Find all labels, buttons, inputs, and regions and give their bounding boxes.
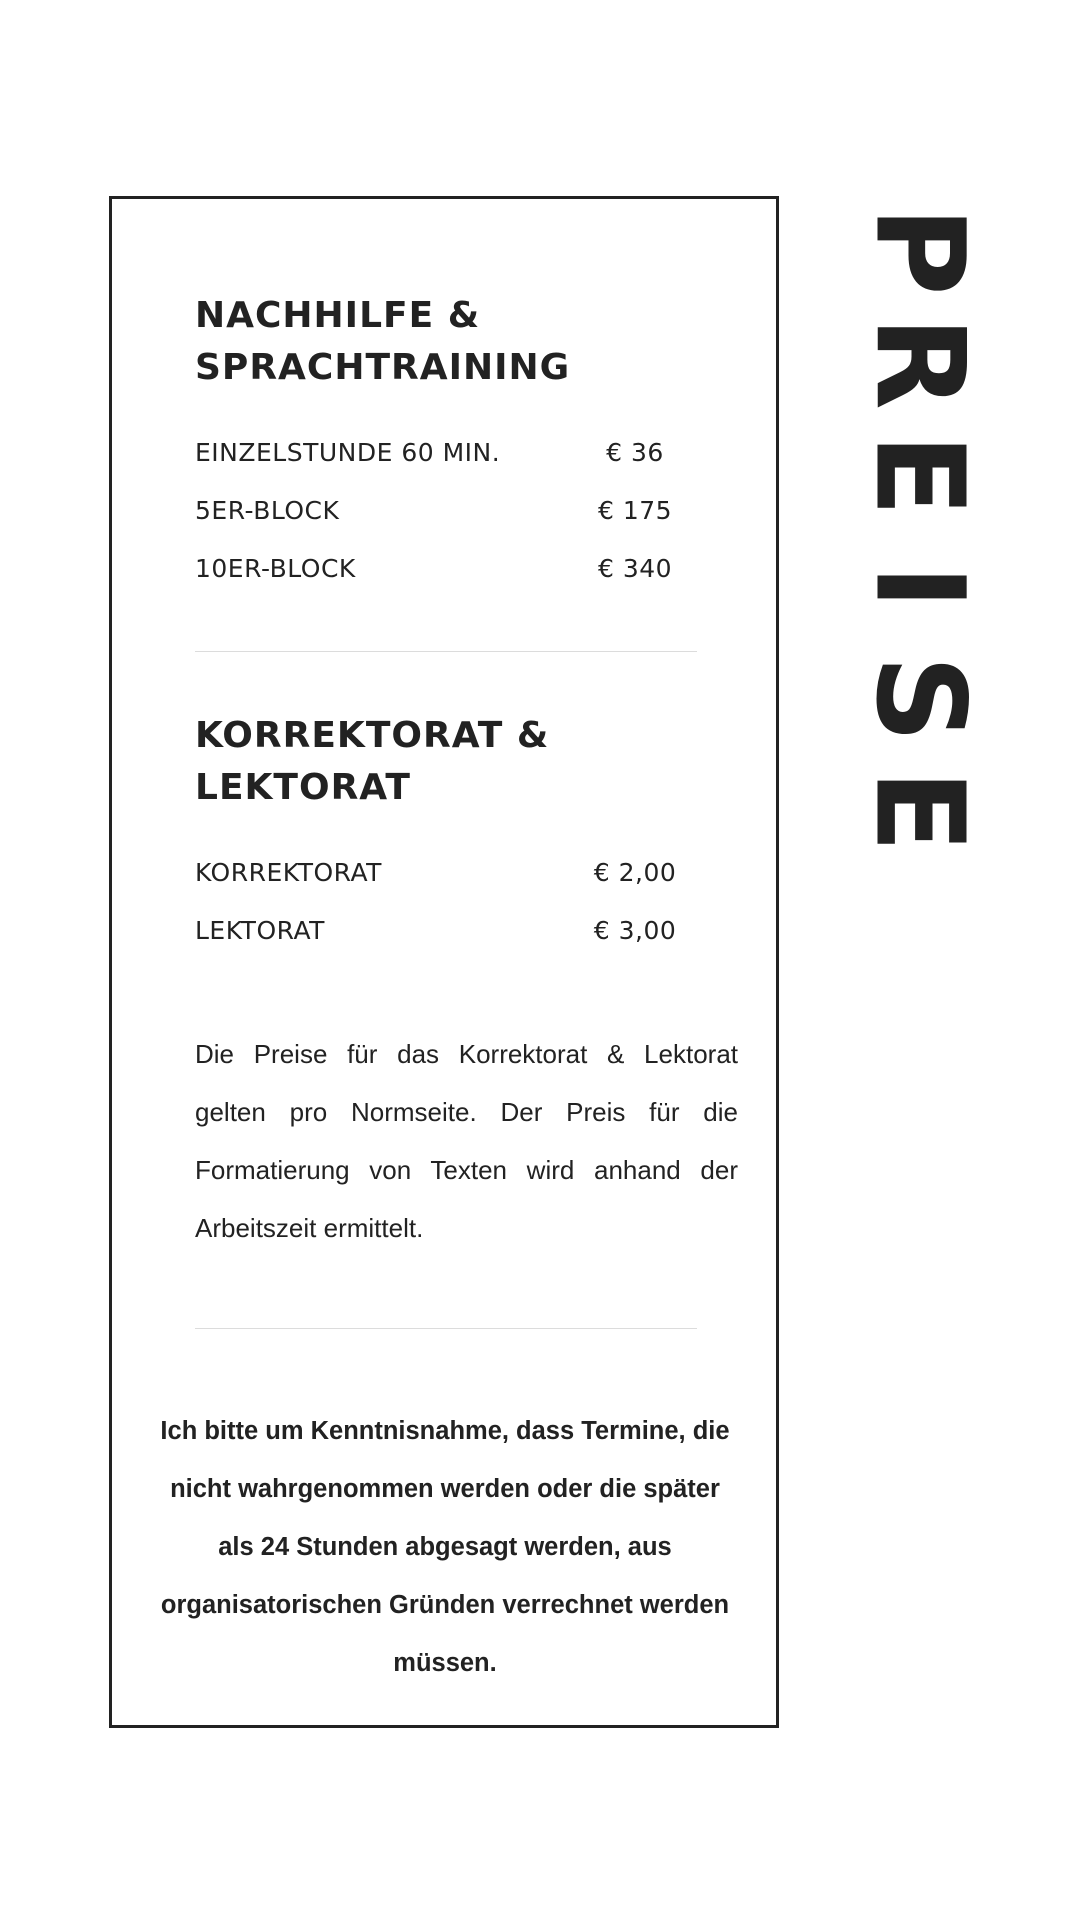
price-item-amount: € 175 (597, 496, 673, 525)
section-title-line: LEKTORAT (195, 767, 411, 808)
price-item-label: LEKTORAT (195, 916, 325, 945)
price-row (195, 850, 715, 908)
section-divider (195, 1328, 697, 1329)
title-letter: E (848, 433, 991, 517)
title-letter: I (848, 564, 991, 610)
price-item-amount: € 2,00 (593, 858, 677, 887)
title-letter: R (849, 316, 991, 410)
title-letter: S (848, 655, 991, 743)
section-title-line: NACHHILFE & (195, 295, 481, 336)
section-title-line: SPRACHTRAINING (195, 347, 571, 388)
section-title-korrektorat (195, 710, 549, 814)
price-list-korrektorat (195, 850, 715, 966)
price-row (195, 430, 715, 488)
price-item-label: EINZELSTUNDE 60 MIN. (195, 438, 501, 467)
price-item-amount: € 36 (606, 438, 664, 467)
price-list-nachhilfe (195, 430, 715, 604)
title-letter: E (848, 769, 991, 853)
pricing-note: Die Preise für das Korrektorat & Lektorat gelten pro Normseite. Der Preis für die Formatierung von Texten wird anhand der Arbeitszeit ermittelt. (195, 1039, 738, 1243)
title-letter: P (849, 206, 991, 296)
price-item-label: 5ER-BLOCK (195, 496, 340, 525)
section-title-line: KORREKTORAT & (195, 715, 550, 756)
section-title-nachhilfe (195, 290, 570, 394)
price-row (195, 546, 715, 604)
price-item-label: 10ER-BLOCK (195, 554, 356, 583)
section-divider (195, 651, 697, 652)
page-title-vertical (848, 195, 991, 867)
price-row (195, 908, 715, 966)
price-item-amount: € 3,00 (593, 916, 677, 945)
price-item-amount: € 340 (597, 554, 673, 583)
cancellation-notice: Ich bitte um Kenntnisnahme, dass Termine, die nicht wahrgenommen werden oder die später als 24 Stunden abgesagt werden, aus organisatorischen Gründen verrechnet werden müssen. (160, 1417, 730, 1677)
price-row (195, 488, 715, 546)
price-item-label: KORREKTORAT (195, 858, 382, 887)
